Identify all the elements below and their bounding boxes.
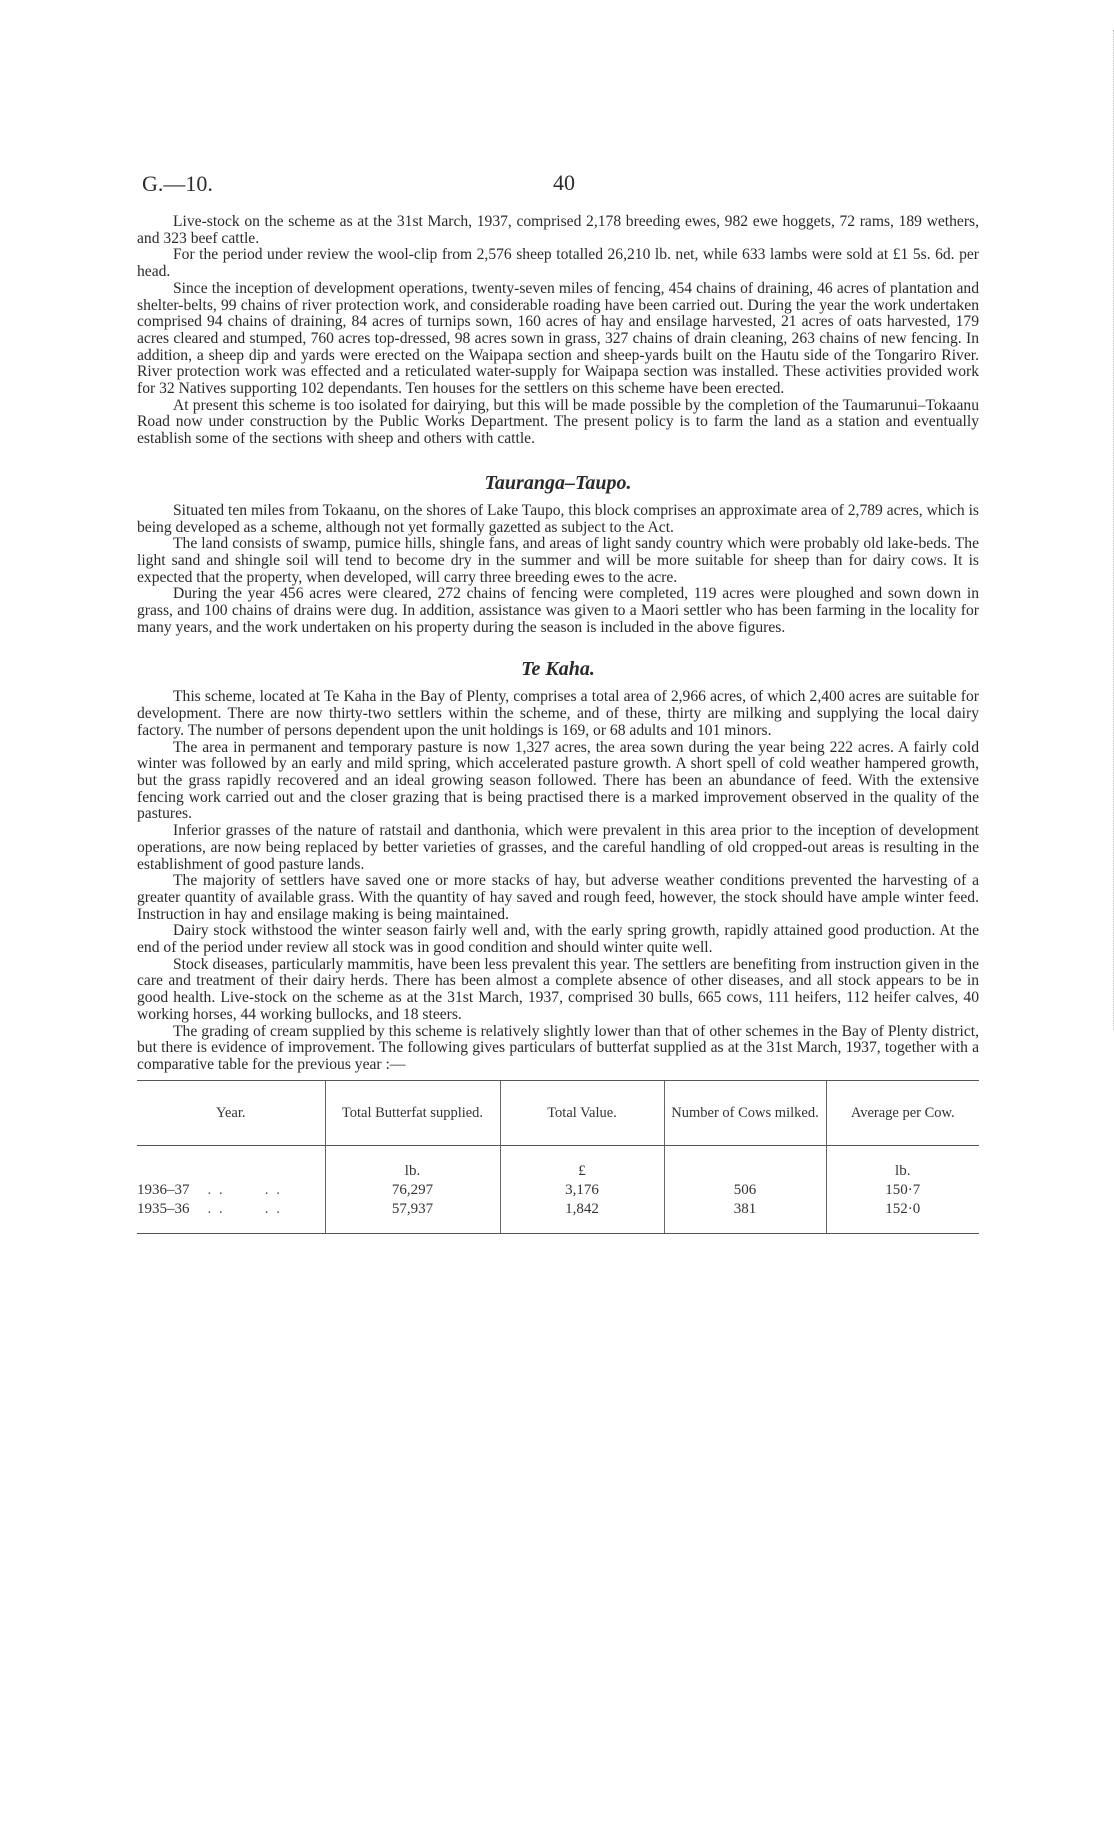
paragraph: At present this scheme is too isolated for dairying, but this will be made possible by the completion of the Taumarunui–Tokaanu Road now under construction by the Public Works Department. The present policy is to farm the land as a station and eventually establish some of the sections with sheep and others with cattle. [137,396,979,448]
table-row [137,1200,979,1234]
table-row [137,1181,979,1200]
butterfat-cell: 76,297 [325,1181,500,1200]
value-cell: 1,842 [500,1200,664,1234]
intro-section [137,214,979,448]
paragraph: The area in permanent and temporary pasture is now 1,327 acres, the area sown during the year being 222 acres. A fairly cold winter was followed by an early and mild spring, which accelerated pasture growth. A short spell of cold weather hampered growth, but the grass rapidly recovered and an ideal growing season followed. There has been an abundance of feed. With the extensive fencing work carried out and the closer grazing that is being practised there is a marked improvement observed in the quality of the pastures. [137,738,979,823]
average-cell: 150·7 [826,1181,979,1200]
document-page [137,150,979,1234]
paragraph: Stock diseases, particularly mammitis, have been less prevalent this year. The settlers are benefiting from instruction given in the care and treatment of their dairy herds. There has been almost a complete absence of other diseases, and all stock appears to be in good health. Live-stock on the scheme as at the 31st March, 1937, comprised 30 bulls, 665 cows, 111 heifers, 112 heifer calves, 40 working horses, 44 working bullocks, and 18 steers. [137,955,979,1023]
cows-cell: 506 [664,1181,826,1200]
cows-cell: 381 [664,1200,826,1234]
page-header [137,150,979,214]
paragraph: Inferior grasses of the nature of ratstail and danthonia, which were prevalent in this area prior to the inception of development operations, are now being replaced by better varieties of grasses, and the careful handling of old cropped-out areas is resulting in the establishment of good pasture lands. [137,822,979,873]
unit-cell: £ [500,1145,664,1181]
column-header-cows: Number of Cows milked. [664,1080,826,1145]
leader-dots: . . [207,1181,225,1198]
unit-cell [664,1145,826,1181]
paragraph: The majority of settlers have saved one or more stacks of hay, but adverse weather conditions prevented the harvesting of a greater quantity of available grass. With the quantity of hay saved and rough feed, however, the stock should have ample winter feed. Instruction in hay and ensilage making is being maintained. [137,872,979,923]
paragraph: Since the inception of development operations, twenty-seven miles of fencing, 454 chains of draining, 46 acres of plantation and shelter-belts, 99 chains of river protection work, and considerable roading have been carried out. During the year the work undertaken comprised 94 chains of draining, 84 acres of turnips sown, 160 acres of hay and ensilage harvested, 21 acres of oats harvested, 179 acres cleared and stumped, 760 acres top-dressed, 98 acres sown in grass, 327 chains of drain cleaning, 263 chains of new fencing. In addition, a sheep dip and yards were erected on the Waipapa section and sheep-yards built on the Hautu side of the Tongariro River. River protection work was effected and a reticulated water-supply for Waipapa section was installed. These activities provided work for 32 Natives supporting 102 dependants. Ten houses for the settlers on this scheme have been erected. [137,279,979,398]
leader-dots: . . [264,1200,282,1217]
column-header-average: Average per Cow. [826,1080,979,1145]
unit-cell: lb. [325,1145,500,1181]
leader-dots: . . [207,1200,225,1217]
paragraph: This scheme, located at Te Kaha in the Bay of Plenty, comprises a total area of 2,966 acres, of which 2,400 acres are suitable for development. There are now thirty-two settlers within the scheme, and of these, thirty are milking and supplying the local dairy factory. The number of persons dependent upon the unit holdings is 169, or 68 adults and 101 minors. [137,688,979,739]
year-value: 1936–37 [137,1181,190,1198]
section-tauranga-taupo [137,503,979,637]
leader-dots: . . [264,1181,282,1198]
section-title-te-kaha: Te Kaha. [521,658,595,681]
section-te-kaha [137,689,979,1073]
year-cell [137,1181,325,1200]
column-header-butterfat: Total Butterfat supplied. [325,1080,500,1145]
butterfat-table-wrapper [137,1080,979,1234]
paragraph: During the year 456 acres were cleared, 272 chains of fencing were completed, 119 acres were ploughed and sown down in grass, and 100 chains of drains were dug. In addition, assistance was given to a Maori settler who has been farming in the locality for many years, and the work undertaken on his property during the season is included in the above figures. [137,585,979,636]
document-code: G.—10. [142,171,213,196]
page-edge-marks [1110,30,1114,1030]
paragraph: The grading of cream supplied by this scheme is relatively slightly lower than that of other schemes in the Bay of Plenty district, but there is evidence of improvement. The following gives particulars of butterfat supplied as at the 31st March, 1937, together with a comparative table for the previous year :— [137,1022,979,1073]
butterfat-cell: 57,937 [325,1200,500,1234]
unit-cell: lb. [826,1145,979,1181]
paragraph: Situated ten miles from Tokaanu, on the shores of Lake Taupo, this block comprises an approximate area of 2,789 acres, which is being developed as a scheme, although not yet formally gazetted as subject to the Act. [137,501,979,536]
page-number: 40 [553,170,575,195]
butterfat-table [137,1080,979,1234]
paragraph: For the period under review the wool-clip from 2,576 sheep totalled 26,210 lb. net, while 633 lambs were sold at £1 5s. 6d. per head. [137,246,979,281]
average-cell: 152·0 [826,1200,979,1234]
table-header-row [137,1080,979,1145]
year-value: 1935–36 [137,1200,190,1217]
units-row [137,1145,979,1181]
year-cell [137,1200,325,1234]
paragraph: The land consists of swamp, pumice hills, shingle fans, and areas of light sandy country which were probably old lake-beds. The light sand and shingle soil will tend to become dry in the summer and will be more suitable for sheep than for dairy cows. It is expected that the property, when developed, will carry three breeding ewes to the acre. [137,535,979,586]
paragraph: Live-stock on the scheme as at the 31st March, 1937, comprised 2,178 breeding ewes, 982 ewe hoggets, 72 rams, 189 wethers, and 323 beef cattle. [137,213,979,247]
column-header-year: Year. [137,1080,325,1145]
section-title-tauranga-taupo: Tauranga–Taupo. [484,471,632,494]
paragraph: Dairy stock withstood the winter season fairly well and, with the early spring growth, rapidly attained good production. At the end of the period under review all stock was in good condition and should winter quite well. [137,922,979,957]
unit-cell [137,1145,325,1181]
column-header-value: Total Value. [500,1080,664,1145]
value-cell: 3,176 [500,1181,664,1200]
